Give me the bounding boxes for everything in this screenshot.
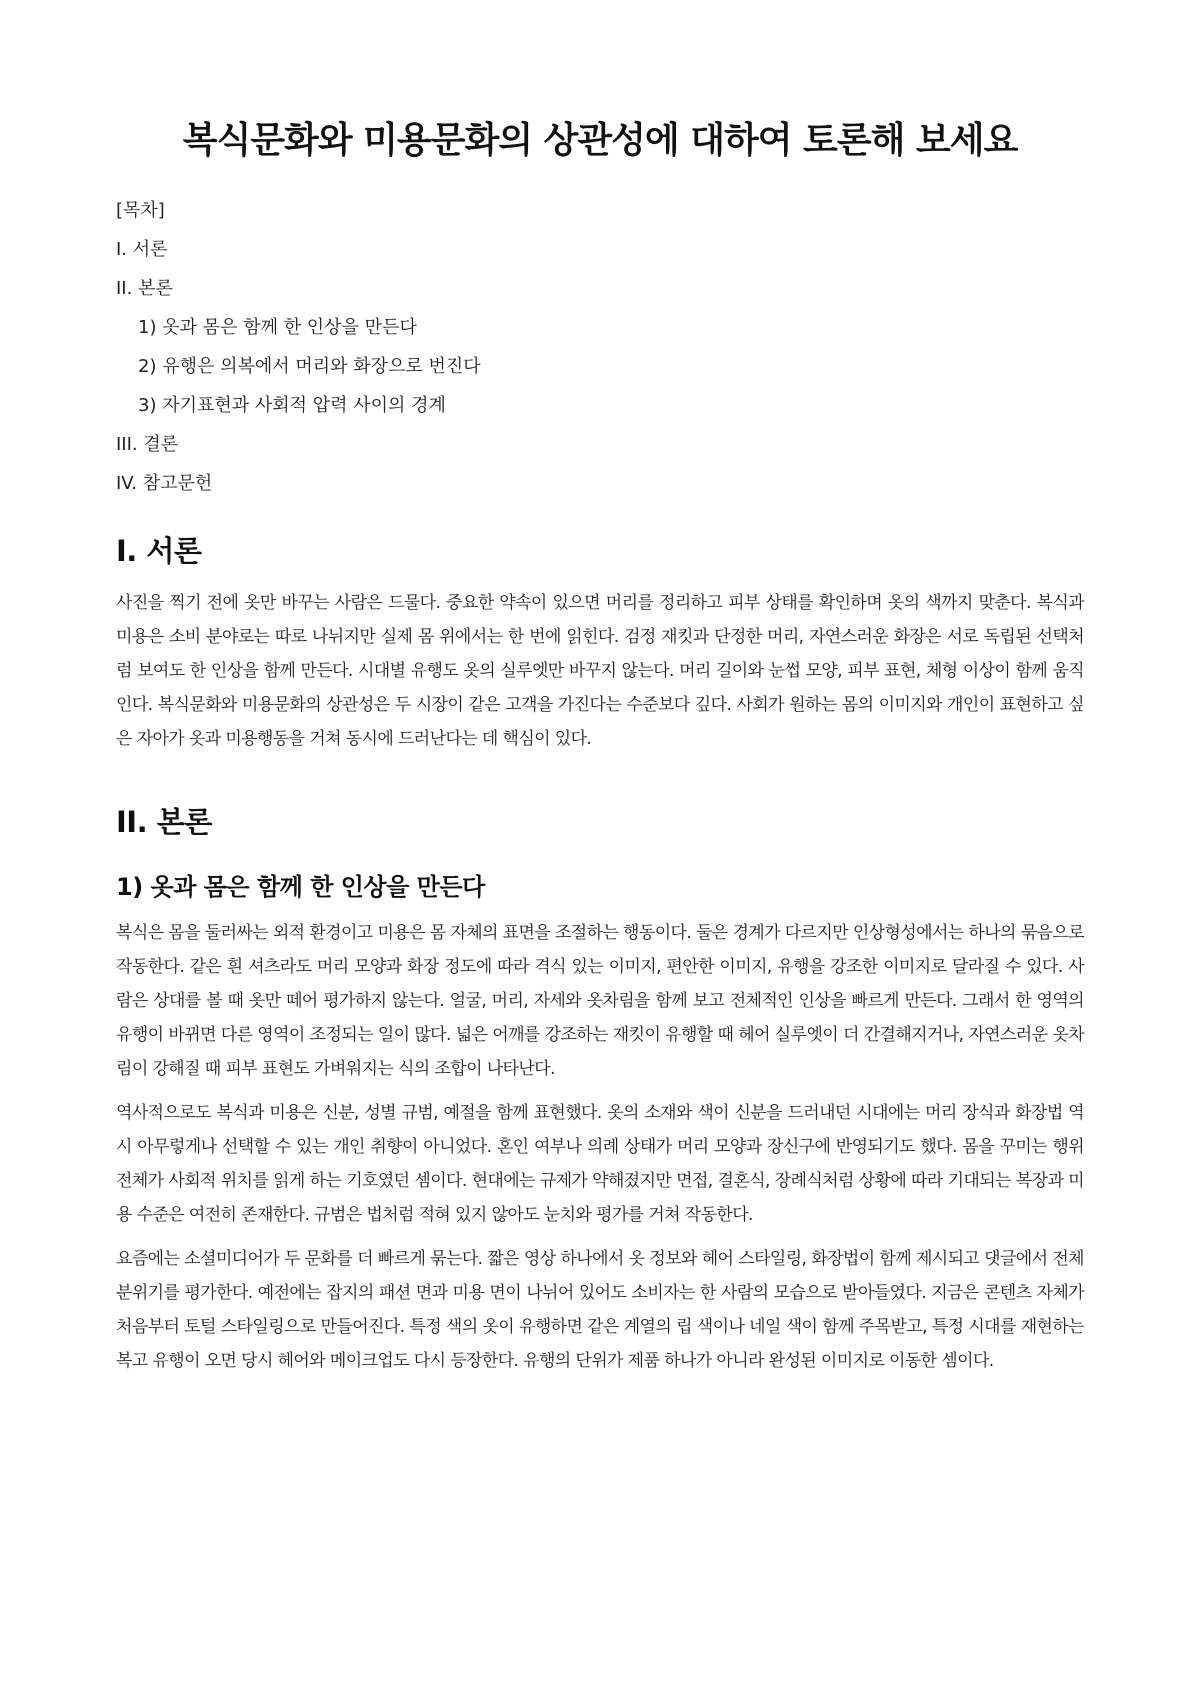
intro-paragraph: 사진을 찍기 전에 옷만 바꾸는 사람은 드물다. 중요한 약속이 있으면 머리를 정리하고 피부 상태를 확인하며 옷의 색까지 맞춘다. 복식과 미용은 소비 분야로는 따로 나뉘지만 실제 몸 위에서는 한 번에 읽힌다. 검정 재킷과 단정한 머리, 자연스러운 화장은 서로 독립된 선택처럼 보여도 한 인상을 함께 만든다. 시대별 유행도 옷의 실루엣만 바꾸지 않는다. 머리 길이와 눈썹 모양, 피부 표현, 체형 이상이 함께 움직인다. 복식문화와 미용문화의 상관성은 두 시장이 같은 고객을 가진다는 수준보다 깊다. 사회가 원하는 몸의 이미지와 개인이 표현하고 싶은 자아가 옷과 미용행동을 거쳐 동시에 드러난다는 데 핵심이 있다. [116,593,1084,749]
toc-item-body-2: 2) 유행은 의복에서 머리와 화장으로 번진다 [138,356,481,377]
section-gap [116,766,1084,788]
document-title: 복식문화와 미용문화의 상관성에 대하여 토론해 보세요 [182,120,1018,161]
body-paragraph: 역사적으로도 복식과 미용은 신분, 성별 규범, 예절을 함께 표현했다. 옷의 소재와 색이 신분을 드러내던 시대에는 머리 장식과 화장법 역시 아무렇게나 선택할 수 있는 개인 취향이 아니었다. 혼인 여부나 의례 상태가 머리 모양과 장신구에 반영되기도 했다. 몸을 꾸미는 행위 전체가 사회적 위치를 읽게 하는 기호였던 셈이다. 현대에는 규제가 약해졌지만 면접, 결혼식, 장례식처럼 상황에 따라 기대되는 복장과 미용 수준은 여전히 존재한다. 규범은 법처럼 적혀 있지 않아도 눈치와 평가를 거쳐 작동한다. [116,1103,1084,1225]
toc-item-references: IV. 참고문헌 [116,473,213,494]
section-heading-body: II. 본론 [116,805,212,839]
table-of-contents [116,191,1084,503]
toc-item-intro: I. 서론 [116,239,168,260]
body-paragraph: 복식은 몸을 둘러싸는 외적 환경이고 미용은 몸 자체의 표면을 조절하는 행동이다. 둘은 경계가 다르지만 인상형성에서는 하나의 묶음으로 작동한다. 같은 흰 셔츠라도 머리 모양과 화장 정도에 따라 격식 있는 이미지, 편안한 이미지, 유행을 강조한 이미지로 달라질 수 있다. 사람은 상대를 볼 때 옷만 떼어 평가하지 않는다. 얼굴, 머리, 자세와 옷차림을 함께 보고 전체적인 인상을 빠르게 만든다. 그래서 한 영역의 유행이 바뀌면 다른 영역이 조정되는 일이 많다. 넓은 어깨를 강조하는 재킷이 유행할 때 헤어 실루엣이 더 간결해지거나, 자연스러운 옷차림이 강해질 때 피부 표현도 가벼워지는 식의 조합이 나타난다. [116,923,1084,1079]
subsection-heading-1: 1) 옷과 몸은 함께 한 인상을 만든다 [116,873,485,901]
toc-item-body-3: 3) 자기표현과 사회적 압력 사이의 경계 [138,395,446,416]
section-heading-intro: I. 서론 [116,534,202,568]
toc-item-body: II. 본론 [116,278,173,299]
body-paragraph: 요즘에는 소셜미디어가 두 문화를 더 빠르게 묶는다. 짧은 영상 하나에서 옷 정보와 헤어 스타일링, 화장법이 함께 제시되고 댓글에서 전체 분위기를 평가한다. 예전에는 잡지의 패션 면과 미용 면이 나뉘어 있어도 소비자는 한 사람의 모습으로 받아들였다. 지금은 콘텐츠 자체가 처음부터 토털 스타일링으로 만들어진다. 특정 색의 옷이 유행하면 같은 계열의 립 색이나 네일 색이 함께 주목받고, 특정 시대를 재현하는 복고 유행이 오면 당시 헤어와 메이크업도 다시 등장한다. 유행의 단위가 제품 하나가 아니라 완성된 이미지로 이동한 셈이다. [116,1249,1084,1371]
toc-item-conclusion: III. 결론 [116,434,179,455]
toc-heading: [목차] [116,200,165,221]
toc-item-body-1: 1) 옷과 몸은 함께 한 인상을 만든다 [138,317,417,338]
